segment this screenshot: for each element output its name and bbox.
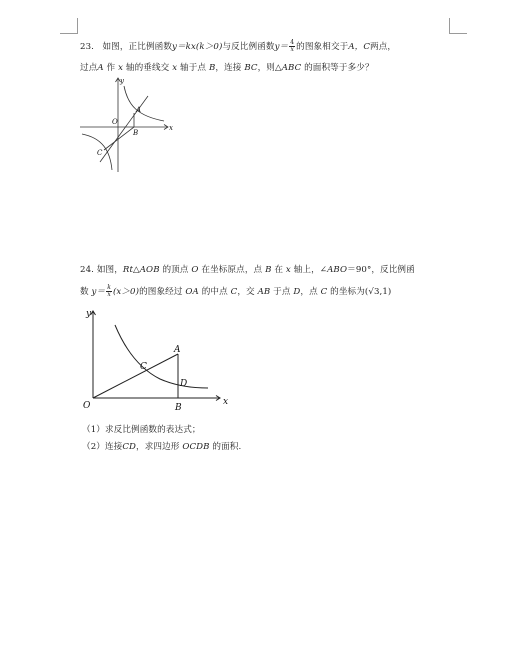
q23-l2-e: ，连接 — [215, 63, 242, 73]
q23-l2-BC: BC — [244, 63, 258, 73]
q24-fraction-num: k — [107, 284, 111, 291]
q24-label-B: B — [175, 403, 182, 413]
q24-line-2 — [80, 285, 391, 298]
q23-fraction-num: 4 — [290, 39, 295, 46]
q24-rt: Rt△AOB — [122, 265, 160, 275]
q24-text-2: 的顶点 — [162, 265, 189, 275]
q24-x: x — [285, 265, 291, 275]
q24-fraction-den: x — [107, 291, 111, 298]
q23-figure — [78, 74, 178, 174]
q23-hyperbola-branch-1 — [124, 86, 164, 121]
q24-hyperbola — [115, 325, 208, 388]
q24-sub-2-b: ，求四边形 — [136, 442, 180, 452]
q23-text-2: 与反比例函数 — [222, 42, 275, 52]
q23-label-C: C — [97, 149, 103, 157]
q24-label-x: x — [223, 397, 229, 407]
q23-text-1: 如图，正比例函数 — [102, 42, 173, 52]
q23-l2-b: 作 — [106, 63, 116, 73]
q23-label-x: x — [169, 124, 173, 132]
q23-label-A: A — [136, 106, 142, 114]
q24-text-4: 在 — [274, 265, 284, 275]
q24-l2-C: C — [230, 287, 238, 297]
corner-mark-top-right-h — [449, 33, 467, 34]
q24-label-A: A — [174, 345, 181, 355]
corner-mark-top-left-h — [60, 33, 78, 34]
q24-sub-2-c: 的面积. — [212, 442, 242, 452]
corner-mark-top-left-v — [77, 18, 78, 34]
q24-sub-2-OCDB: OCDB — [182, 442, 210, 452]
corner-mark-top-right-v — [449, 18, 450, 34]
q23-formula-1: y＝kx(k＞0) — [172, 42, 223, 52]
q24-l2-b: 的图象经过 — [139, 287, 183, 297]
q23-line-1 — [80, 40, 396, 53]
q24-label-D: D — [180, 379, 188, 389]
q24-l2-f: ，点 — [300, 287, 318, 297]
q24-label-O: O — [83, 401, 91, 411]
q24-text-6: ＝90°，反比例函 — [347, 265, 415, 275]
q24-figure — [80, 305, 240, 415]
q24-l2-a: 数 — [80, 287, 89, 297]
q24-l2-e: 于点 — [273, 287, 291, 297]
q24-l2-c: 的中点 — [201, 287, 228, 297]
q24-text-3: 在坐标原点，点 — [201, 265, 263, 275]
q24-label-C: C — [140, 362, 147, 372]
q23-l2-d: 轴于点 — [180, 63, 207, 73]
q23-points: A，C — [348, 42, 371, 52]
q24-text-5: 轴上，∠ — [293, 265, 328, 275]
q24-l2-D: D — [293, 287, 301, 297]
q23-l2-g: 的面积等于多少？ — [304, 63, 374, 73]
q23-line-BC — [104, 127, 134, 150]
q24-l2-C2: C — [320, 287, 328, 297]
q23-l2-x: x — [118, 63, 124, 73]
q24-l2-d: ，交 — [237, 287, 255, 297]
q23-fraction-den: x — [290, 46, 294, 53]
q23-l2-f: ，则△ — [257, 63, 282, 73]
q24-line-1 — [80, 264, 415, 276]
q24-text-1: 如图， — [96, 265, 123, 275]
q23-text-4: 两点， — [370, 42, 397, 52]
q23-l2-c: 轴的垂线交 — [125, 63, 170, 73]
q24-l2-g: 的坐标为(√3,1) — [330, 287, 392, 297]
q24-sub-1 — [82, 424, 201, 436]
q24-line-OA — [93, 354, 178, 398]
q23-label-B: B — [133, 129, 139, 137]
q23-line-2 — [80, 62, 374, 74]
q24-l2-OA: OA — [185, 287, 199, 297]
q23-l2-A: A — [97, 63, 104, 73]
q23-text-3: 的图象相交于 — [296, 42, 349, 52]
q23-label-y: y — [120, 77, 124, 85]
q23-formula-2: y＝ — [274, 42, 289, 52]
q23-l2-B: B — [208, 63, 216, 73]
q24-l2-y: y＝ — [91, 287, 106, 297]
q23-l2-a: 过点 — [80, 63, 98, 73]
q23-number: 23. — [80, 42, 94, 52]
q24-B: B — [265, 265, 272, 275]
q24-sub-1-text: （1）求反比例函数的表达式； — [82, 425, 201, 435]
q24-O: O — [191, 265, 199, 275]
q24-fraction — [106, 285, 112, 298]
q23-l2-ABC: ABC — [281, 63, 302, 73]
q24-sub-2-CD: CD — [122, 442, 137, 452]
q23-fraction — [289, 40, 295, 53]
q24-sub-2 — [82, 441, 241, 453]
q24-sub-2-a: （2）连接 — [82, 442, 123, 452]
q23-label-O: O — [112, 118, 118, 126]
q24-l2-AB: AB — [257, 287, 271, 297]
q24-l2-cond: (x＞0) — [112, 287, 140, 297]
q24-label-y: y — [86, 309, 92, 319]
q24-number: 24. — [80, 265, 94, 275]
q23-l2-x2: x — [172, 63, 178, 73]
q24-abo: ABO — [327, 265, 348, 275]
